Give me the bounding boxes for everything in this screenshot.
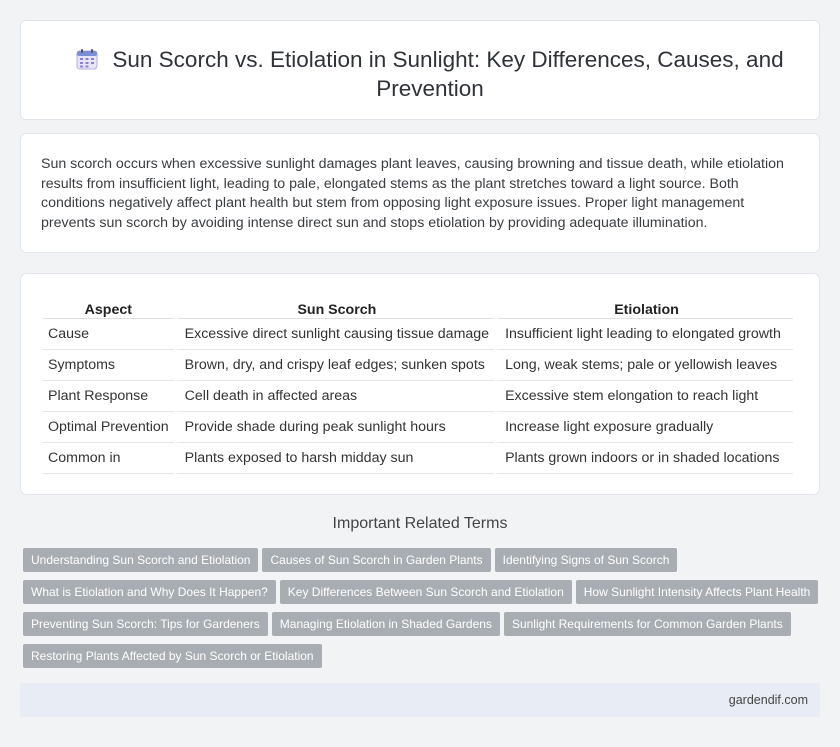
intro-card (20, 133, 820, 253)
comparison-card (20, 273, 820, 495)
related-term-link[interactable]: Restoring Plants Affected by Sun Scorch or Etiolation (23, 644, 322, 668)
related-term-link[interactable]: How Sunlight Intensity Affects Plant Health (576, 580, 819, 604)
related-term-link[interactable]: Identifying Signs of Sun Scorch (495, 548, 678, 572)
tag-row (23, 612, 823, 644)
table-header-row (43, 294, 793, 319)
table-cell: Common in (43, 443, 174, 474)
calendar-icon (76, 48, 98, 70)
related-terms-list (23, 548, 823, 676)
table-cell: Symptoms (43, 350, 174, 381)
table-row (43, 381, 793, 412)
table-cell: Plants grown indoors or in shaded locations (494, 443, 793, 474)
table-cell: Insufficient light leading to elongated growth (494, 319, 793, 350)
footer-site-link[interactable]: gardendif.com (728, 693, 808, 707)
related-terms-title: Important Related Terms (332, 515, 508, 532)
related-term-link[interactable]: What is Etiolation and Why Does It Happen? (23, 580, 276, 604)
table-cell: Optimal Prevention (43, 412, 174, 443)
header-card (20, 20, 820, 120)
header-sun-scorch: Sun Scorch (174, 294, 494, 319)
table-cell: Cause (43, 319, 174, 350)
table-cell: Plants exposed to harsh midday sun (174, 443, 494, 474)
related-term-link[interactable]: Preventing Sun Scorch: Tips for Gardeners (23, 612, 268, 636)
comparison-table (43, 294, 793, 474)
header-aspect: Aspect (43, 294, 174, 319)
tag-row (23, 644, 823, 676)
table-row (43, 412, 793, 443)
related-term-link[interactable]: Causes of Sun Scorch in Garden Plants (262, 548, 490, 572)
table-cell: Provide shade during peak sunlight hours (174, 412, 494, 443)
table-cell: Plant Response (43, 381, 174, 412)
table-cell: Excessive stem elongation to reach light (494, 381, 793, 412)
related-term-link[interactable]: Sunlight Requirements for Common Garden Plants (504, 612, 791, 636)
table-cell: Brown, dry, and crispy leaf edges; sunken spots (174, 350, 494, 381)
table-cell: Cell death in affected areas (174, 381, 494, 412)
table-cell: Excessive direct sunlight causing tissue damage (174, 319, 494, 350)
related-term-link[interactable]: Understanding Sun Scorch and Etiolation (23, 548, 258, 572)
tag-row (23, 580, 823, 612)
table-row (43, 319, 793, 350)
table-cell: Long, weak stems; pale or yellowish leaves (494, 350, 793, 381)
related-term-link[interactable]: Managing Etiolation in Shaded Gardens (272, 612, 500, 636)
intro-text: Sun scorch occurs when excessive sunlight damages plant leaves, causing browning and tissue death, while etiolation results from insufficient light, leading to pale, elongated stems as the plant stretches toward a light source. Both conditions negatively affect plant health but stem from opposing light exposure issues. Proper light management prevents sun scorch by avoiding intense direct sun and stops etiolation by providing adequate illumination. (41, 156, 784, 231)
page-title-wrap (51, 45, 809, 103)
table-cell: Increase light exposure gradually (494, 412, 793, 443)
related-term-link[interactable]: Key Differences Between Sun Scorch and Etiolation (280, 580, 572, 604)
table-row (43, 443, 793, 474)
table-row (43, 350, 793, 381)
tag-row (23, 548, 823, 580)
footer (20, 683, 820, 717)
page-title: Sun Scorch vs. Etiolation in Sunlight: Key Differences, Causes, and Prevention (112, 47, 784, 101)
header-etiolation: Etiolation (494, 294, 793, 319)
